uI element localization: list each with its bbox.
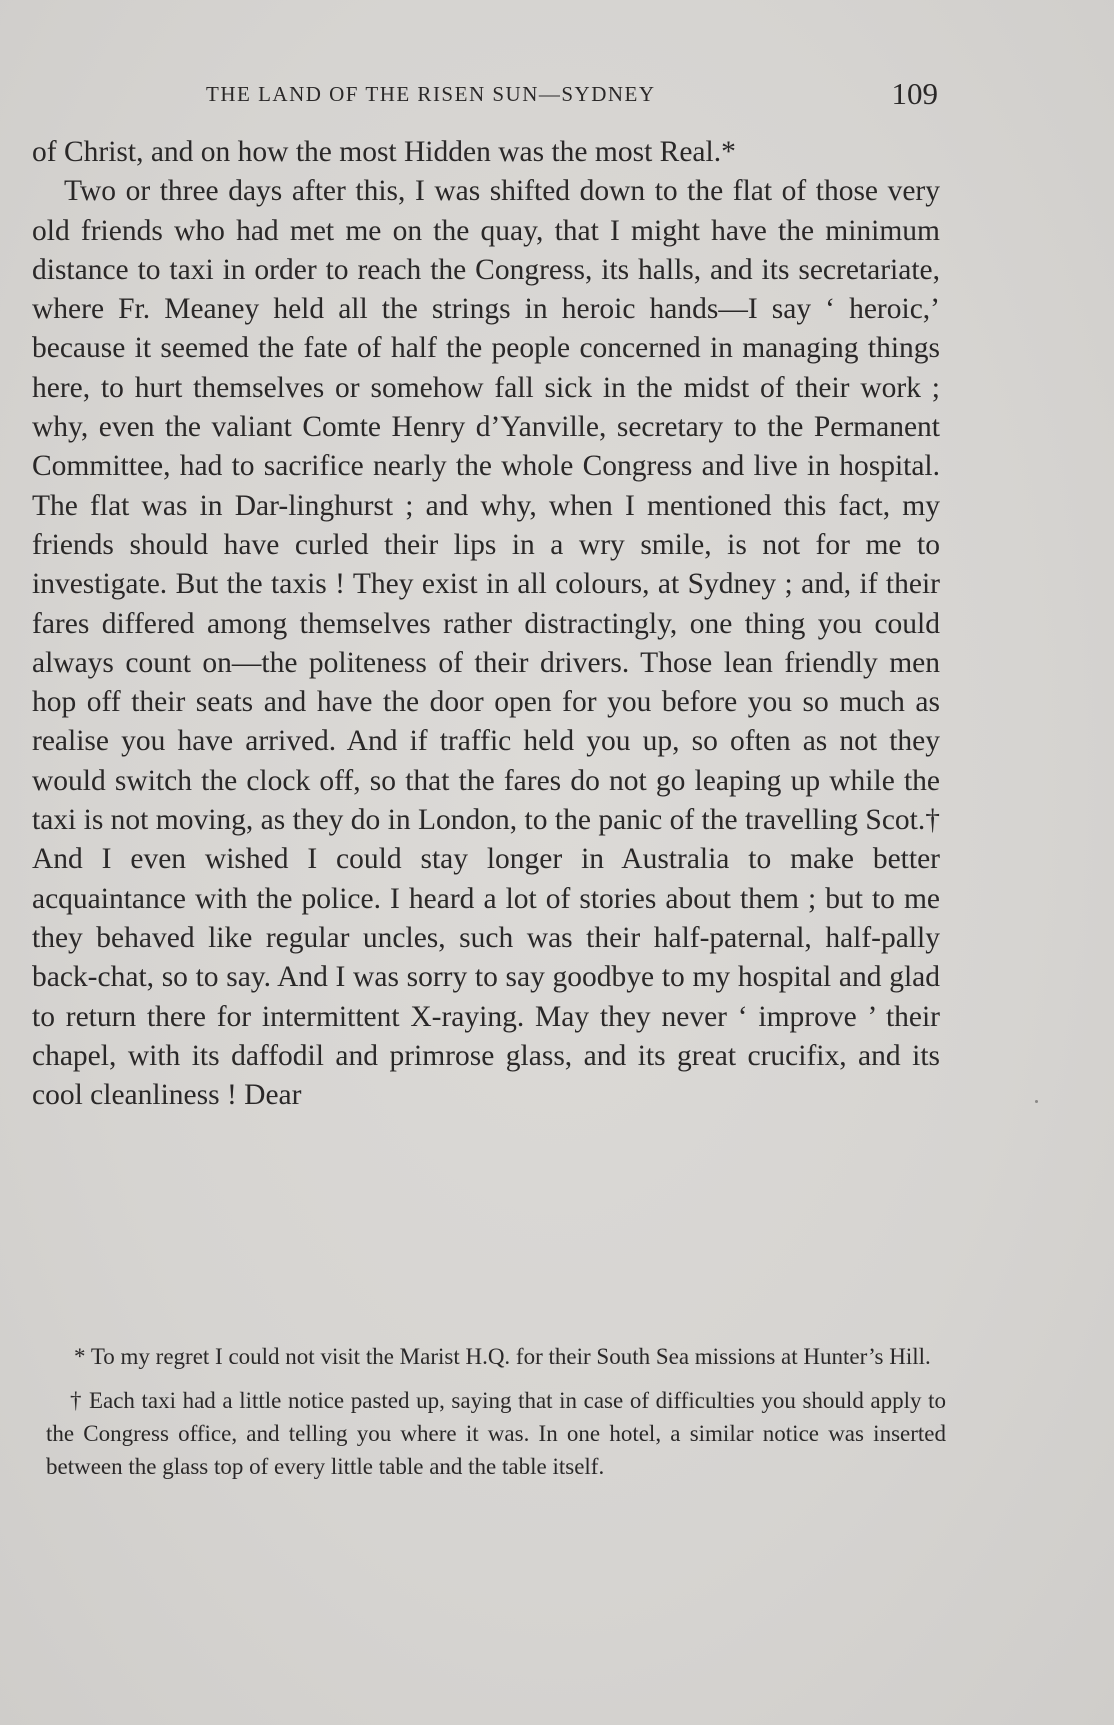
body-paragraph: Two or three days after this, I was shifted down to the flat of those very old friends who had met me on the quay, that I might have the minimum distance to taxi in order to reach the Congress, its halls, and its secretariate, where Fr. Meaney held all the strings in heroic hands—I say ‘ heroic,’ because it seemed the fate of half the people concerned in managing things here, to hurt themselves or somehow fall sick in the midst of their work ; why, even the valiant Comte Henry d’Yanville, secretary to the Permanent Committee, had to sacrifice nearly the whole Congress and live in hospital. The flat was in Dar-linghurst ; and why, when I mentioned this fact, my friends should have curled their lips in a wry smile, is not for me to investigate. But the taxis ! They exist in all colours, at Sydney ; and, if their fares differed among themselves rather distractingly, one thing you could always count on—the politeness of their drivers. Those lean friendly men hop off their seats and have the door open for you before you so much as realise you have arrived. And if traffic held you up, so often as not they would switch the clock off, so that the fares do not go leaping up while the taxi is not moving, as they do in London, to the panic of the travelling Scot.† And I even wished I could stay longer in Australia to make better acquaintance with the police. I heard a lot of stories about them ; but to me they behaved like regular uncles, such was their half-paternal, half-pally back-chat, so to say. And I was sorry to say goodbye to my hospital and glad to return there for intermittent X-raying. May they never ‘ improve ’ their chapel, with its daffodil and primrose glass, and its great crucifix, and its cool cleanliness ! Dear	[32, 175, 940, 1112]
running-title: THE LAND OF THE RISEN SUN—SYDNEY	[206, 82, 656, 106]
body-text	[32, 133, 940, 1115]
page-number: 109	[891, 76, 938, 111]
page-header	[36, 78, 936, 118]
footnote: * To my regret I could not visit the Marist H.Q. for their South Sea missions at Hunter’s Hill.	[74, 1344, 931, 1369]
paper-speck	[1035, 1100, 1038, 1103]
footnote: † Each taxi had a little notice pasted up, saying that in case of difficulties you should apply to the Congress office, and telling you where it was. In one hotel, a similar notice was inserted between the glass top of every little table and the table itself.	[46, 1388, 946, 1479]
body-paragraph: of Christ, and on how the most Hidden was the most Real.*	[32, 136, 736, 168]
footnotes	[46, 1340, 946, 1494]
